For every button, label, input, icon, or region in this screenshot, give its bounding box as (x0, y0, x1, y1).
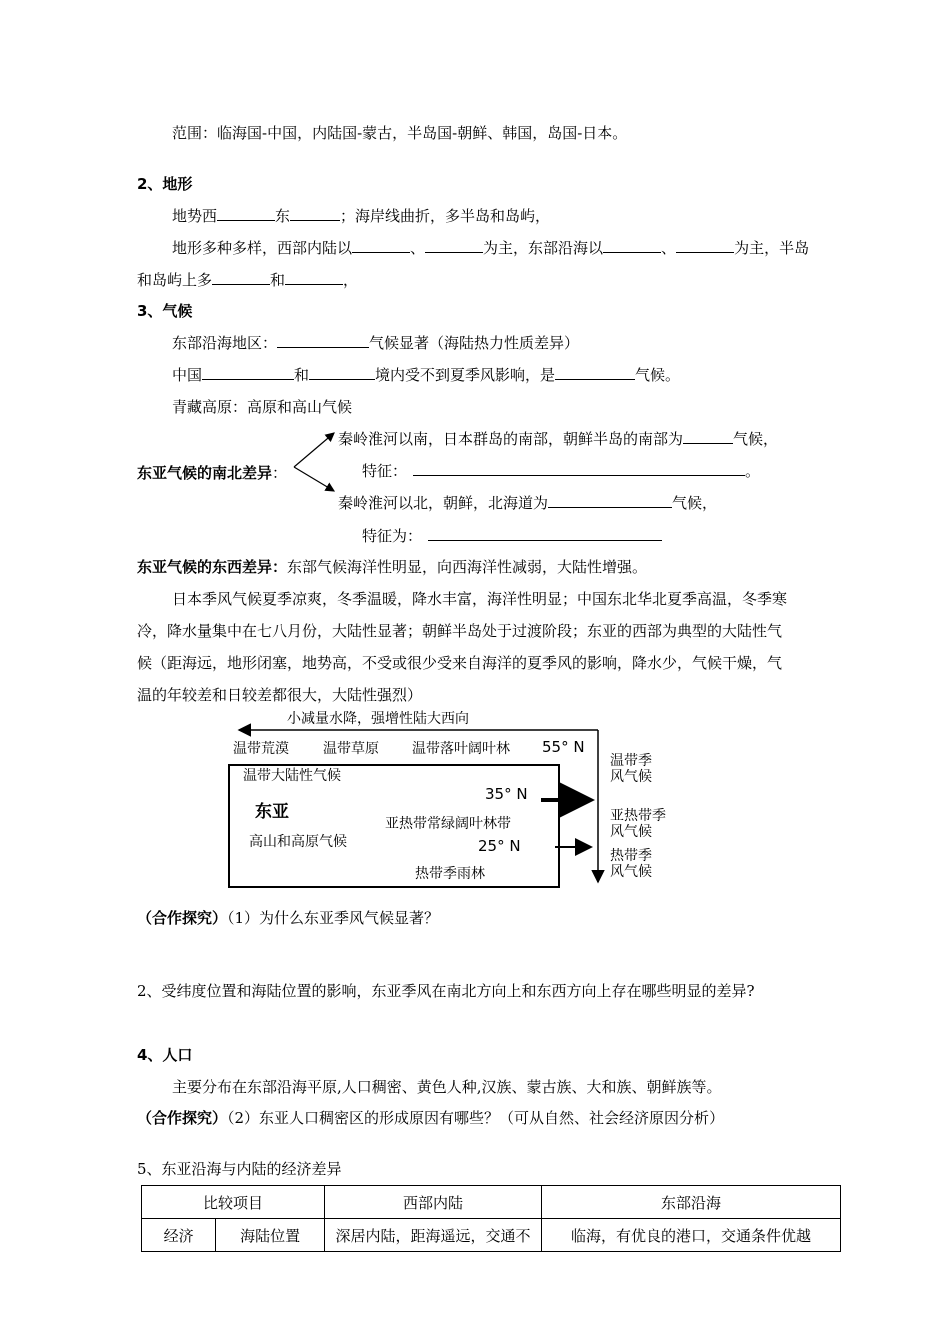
branch-arrows (290, 425, 340, 495)
table-row (142, 1219, 841, 1252)
climate-china: 中国 和 境内受不到夏季风影响，是 气候。 (172, 366, 681, 384)
subtrop-monsoon-label: 亚热带季 风气候 (610, 808, 666, 840)
climate-east: 东部沿海地区： 气候显著（海陆热力性质差异） (172, 334, 580, 352)
blank[interactable] (676, 238, 734, 253)
blank[interactable] (548, 493, 672, 508)
range-line: 范围：临海国-中国，内陆国-蒙古，半岛国-朝鲜、韩国，岛国-日本。 (172, 124, 628, 142)
blank[interactable] (428, 526, 662, 541)
cont-climate-label: 温带大陆性气候 (243, 768, 341, 784)
ns-north: 秦岭淮河以北，朝鲜，北海道为 气候， (338, 494, 718, 512)
terrain-line-2: 地形多种多样，西部内陆以 、 为主，东部沿海以 、 为主，半岛 (172, 239, 810, 257)
table-header-cell: 西部内陆 (325, 1186, 542, 1219)
lat35-label: 35° N (485, 785, 528, 803)
economy-table (141, 1185, 841, 1252)
terrain-line-3: 和岛屿上多 和 ， (137, 271, 359, 289)
table-row (142, 1186, 841, 1219)
explore-q2: 2、受纬度位置和海陆位置的影响，东亚季风在南北方向上和东西方向上存在哪些明显的差异? (137, 982, 755, 1000)
climate-heading: 3、气候 (137, 302, 193, 320)
para-line-2: 冷，降水量集中在七八月份，大陆性显著；朝鲜半岛处于过渡阶段；东亚的西部为典型的大陆性气 (137, 622, 783, 640)
desert-label: 温带荒漠 (233, 741, 289, 757)
climate-tibet: 青藏高原：高原和高山气候 (172, 398, 353, 416)
ew-line: 东亚气候的东西差异：东部气候海洋性明显，向西海洋性减弱，大陆性增强。 (137, 558, 648, 576)
blank[interactable] (277, 333, 369, 348)
population-heading: 4、人口 (137, 1046, 193, 1064)
para-line-4: 温的年较差和日较差都很大，大陆性强烈） (137, 686, 423, 704)
blank[interactable] (683, 429, 733, 444)
blank[interactable] (309, 365, 375, 380)
table-cell: 临海，有优良的港口，交通条件优越 (542, 1219, 841, 1252)
ns-north-feature: 特征为： (362, 526, 662, 546)
blank[interactable] (603, 238, 661, 253)
population-q: （合作探究）（2）东亚人口稠密区的形成原因有哪些？（可从自然、社会经济原因分析） (137, 1109, 725, 1127)
east-asia-label: 东亚 (255, 802, 289, 822)
blank[interactable] (217, 206, 275, 221)
blank[interactable] (202, 365, 294, 380)
climate-diagram (225, 700, 675, 890)
blank[interactable] (413, 461, 745, 476)
blank[interactable] (285, 270, 343, 285)
trop-monsoon-label: 热带季 风气候 (610, 848, 652, 880)
table-header-cell: 比较项目 (142, 1186, 325, 1219)
explore-q1: （合作探究）（1）为什么东亚季风气候显著？ (137, 909, 440, 927)
blank[interactable] (352, 238, 410, 253)
table-header-cell: 东部沿海 (542, 1186, 841, 1219)
rainforest-label: 热带季雨林 (415, 866, 485, 882)
economy-heading: 5、东亚沿海与内陆的经济差异 (137, 1160, 342, 1178)
terrain-line-1: 地势西 东 ；海岸线曲折，多半岛和岛屿， (172, 207, 551, 225)
blank[interactable] (290, 206, 340, 221)
table-cell: 海陆位置 (216, 1219, 325, 1252)
para-line-3: 候（距海远，地形闭塞，地势高，不受或很少受来自海洋的夏季风的影响，降水少，气候干燥，气 (137, 654, 783, 672)
temp-monsoon-label: 温带季 风气候 (610, 753, 652, 785)
ns-label: 东亚气候的南北差异： (137, 464, 288, 482)
highland-label: 高山和高原气候 (249, 834, 347, 850)
lat55-label: 55° N (542, 738, 585, 756)
terrain-heading: 2、地形 (137, 175, 193, 193)
blank[interactable] (425, 238, 483, 253)
top-arrow-text: 小减量水降，强增性陆大西向 (287, 711, 469, 727)
forest-label: 温带落叶阔叶林 (412, 741, 510, 757)
blank[interactable] (212, 270, 270, 285)
table-cell: 深居内陆，距海遥远，交通不 (325, 1219, 542, 1252)
para-line-1: 日本季风气候夏季凉爽，冬季温暖，降水丰富，海洋性明显；中国东北华北夏季高温，冬季寒 (172, 590, 788, 608)
grassland-label: 温带草原 (323, 741, 379, 757)
ns-south: 秦岭淮河以南，日本群岛的南部，朝鲜半岛的南部为 气候， (338, 430, 779, 448)
table-cell: 经济 (142, 1219, 216, 1252)
population-text: 主要分布在东部沿海平原,人口稠密、黄色人种,汉族、蒙古族、大和族、朝鲜族等。 (172, 1078, 722, 1096)
subtrop-forest-label: 亚热带常绿阔叶林带 (385, 816, 511, 832)
blank[interactable] (555, 365, 635, 380)
lat25-label: 25° N (478, 837, 521, 855)
ns-south-feature: 特征： 。 (362, 462, 761, 480)
